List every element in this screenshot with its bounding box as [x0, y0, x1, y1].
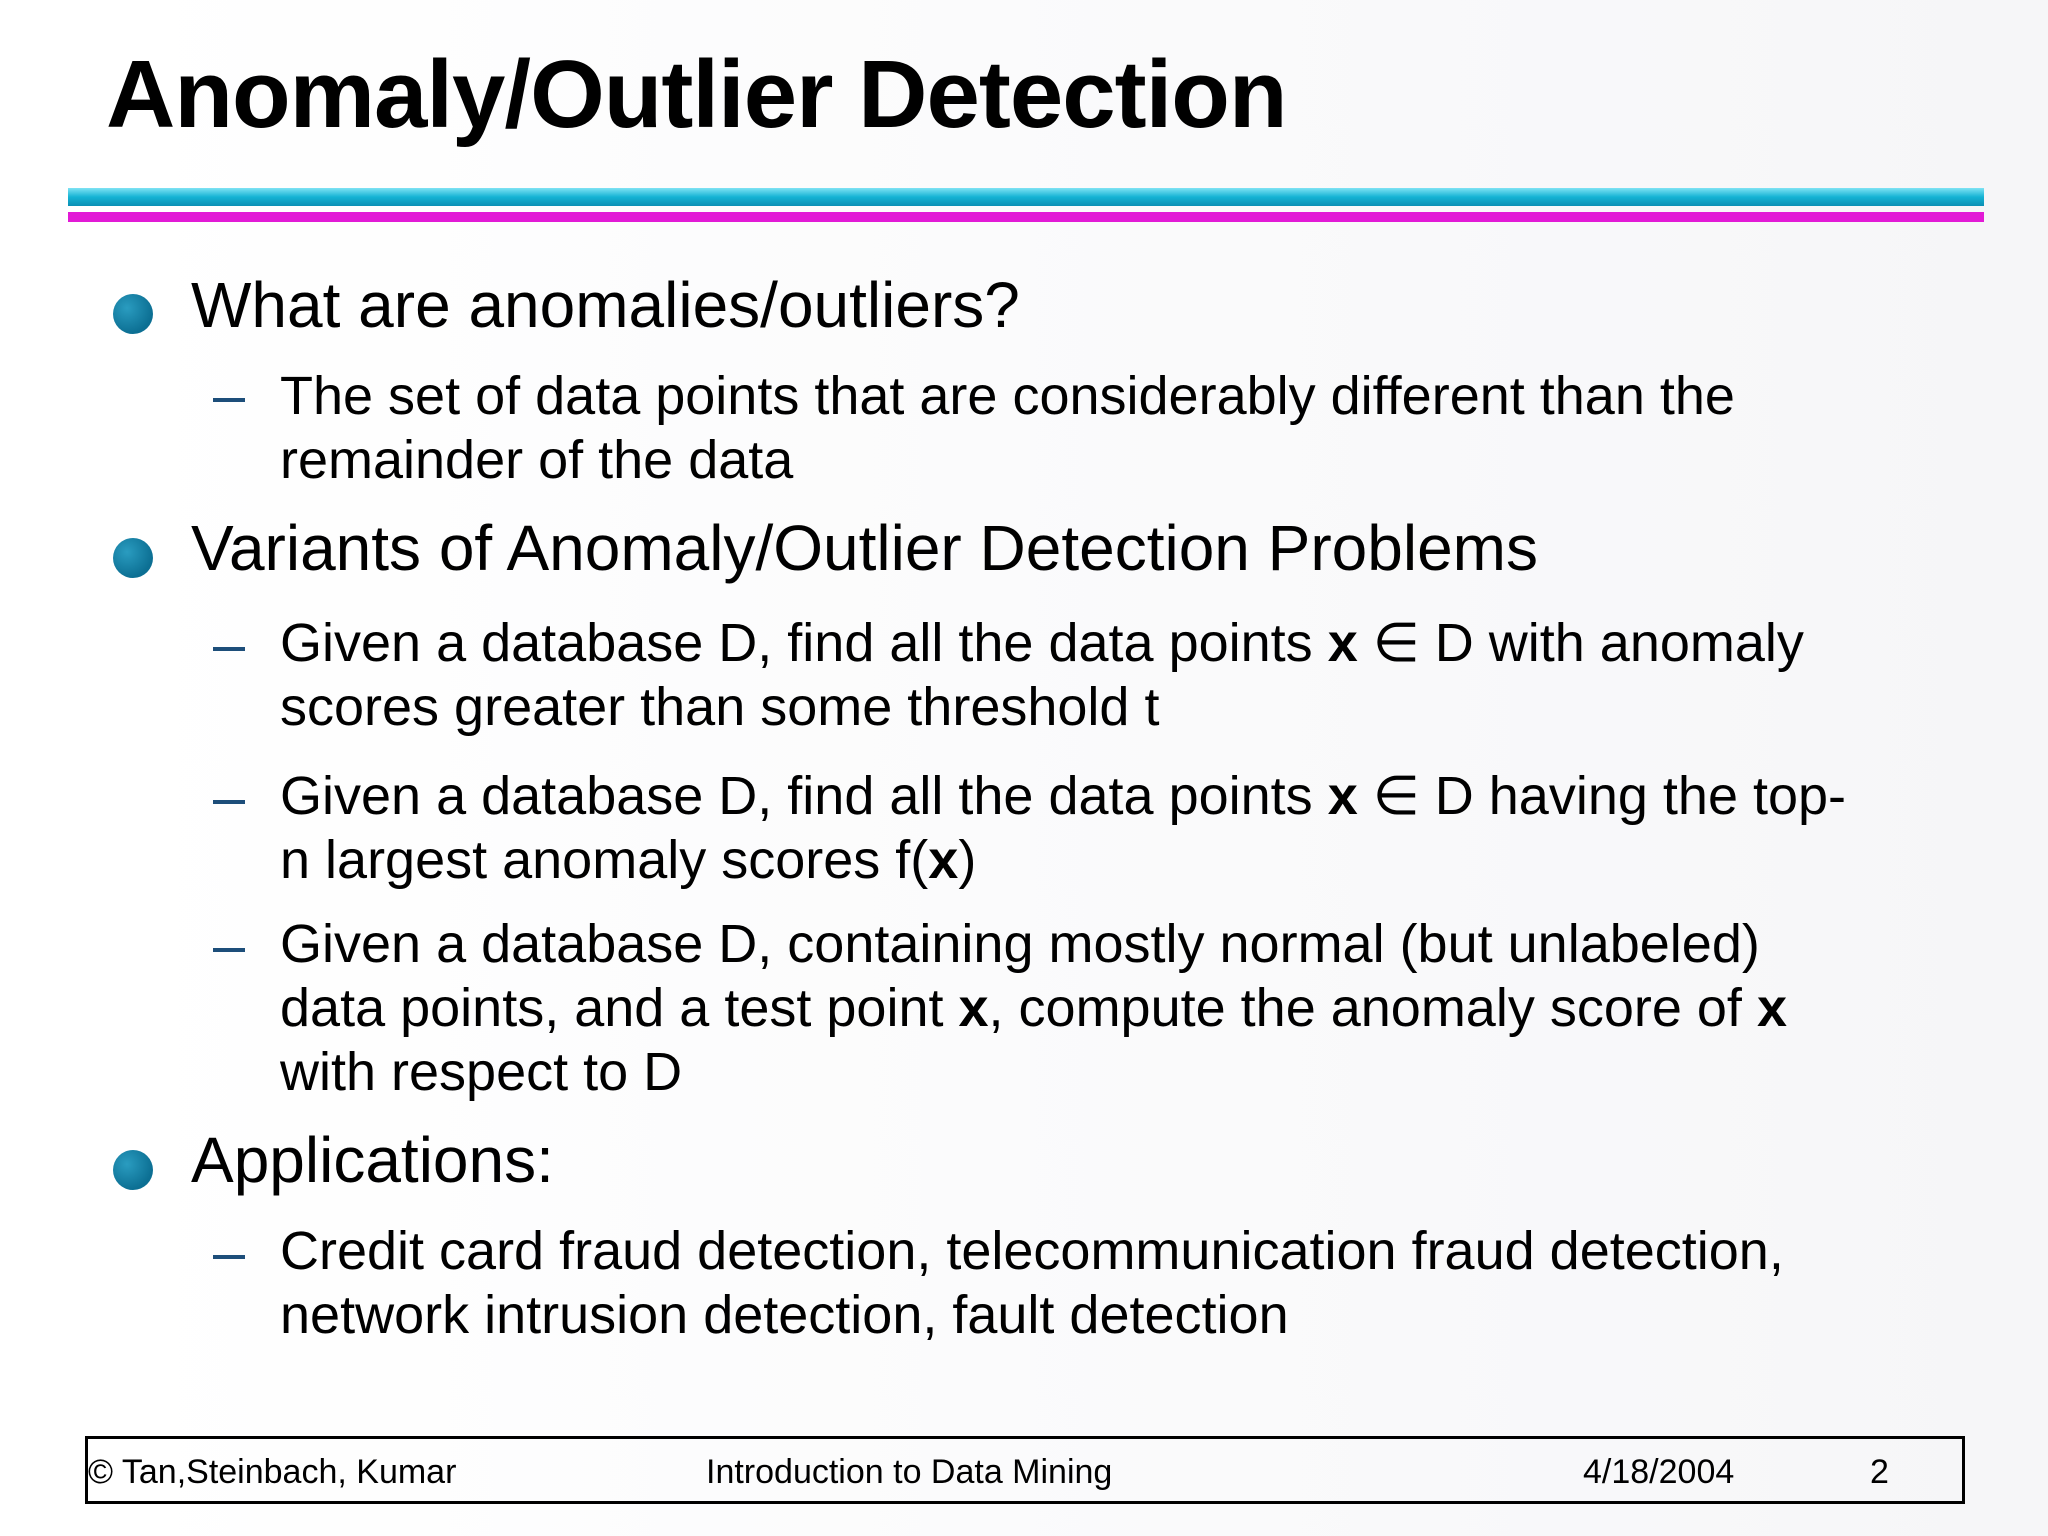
sub-bullet-text: scores greater than some threshold t: [280, 677, 1160, 737]
dash-icon: [213, 1255, 245, 1259]
sub-bullet-text: Given a database D, find all the data points: [280, 766, 1328, 826]
title-underline-cyan: [68, 188, 1984, 206]
sub-bullet: [280, 764, 1846, 892]
sub-bullet-line: Credit card fraud detection, telecommunication fraud detection,: [280, 1221, 1784, 1281]
bullet-text: Applications:: [191, 1124, 554, 1196]
sub-bullet-text: , compute the anomaly score of: [988, 978, 1757, 1038]
dash-icon: [213, 647, 245, 651]
footer-course: Introduction to Data Mining: [706, 1453, 1113, 1491]
footer-date: 4/18/2004: [1583, 1453, 1735, 1491]
dash-icon: [213, 948, 245, 952]
bold-variable: x: [1756, 978, 1787, 1038]
bold-variable: x: [928, 830, 959, 890]
sub-bullet: [280, 364, 1735, 492]
sub-bullet: [280, 1219, 1784, 1347]
sub-bullet-text: Given a database D, find all the data points: [280, 613, 1328, 673]
sub-bullet-line: network intrusion detection, fault detection: [280, 1285, 1289, 1345]
sub-bullet-text: with respect to D: [280, 1042, 683, 1102]
footer-authors: © Tan,Steinbach, Kumar: [88, 1453, 457, 1491]
sub-bullet-line: remainder of the data: [280, 430, 794, 490]
bold-variable: x: [958, 978, 989, 1038]
footer-page-number: 2: [1870, 1453, 1889, 1491]
sub-bullet-text: Given a database D, containing mostly normal (but unlabeled): [280, 914, 1760, 974]
sub-bullet: [280, 611, 1804, 739]
sub-bullet-text: data points, and a test point: [280, 978, 959, 1038]
sub-bullet-text: n largest anomaly scores f(: [280, 830, 929, 890]
bullet-icon: [113, 538, 153, 578]
sub-bullet-line: The set of data points that are considerably different than the: [280, 366, 1735, 426]
sub-bullet: [280, 912, 1787, 1104]
bullet-text: What are anomalies/outliers?: [191, 269, 1020, 341]
bold-variable: x: [1327, 766, 1358, 826]
bullet-text: Variants of Anomaly/Outlier Detection Problems: [191, 512, 1538, 584]
slide-footer: [85, 1436, 1965, 1504]
sub-bullet-text: ): [958, 830, 977, 890]
bullet-icon: [113, 294, 153, 334]
slide-title: Anomaly/Outlier Detection: [106, 41, 1287, 148]
title-underline-magenta: [68, 212, 1984, 222]
bullet-icon: [113, 1150, 153, 1190]
dash-icon: [213, 398, 245, 402]
bold-variable: x: [1327, 613, 1358, 673]
sub-bullet-text: ∈ D having the top-: [1357, 766, 1847, 826]
sub-bullet-text: ∈ D with anomaly: [1357, 613, 1804, 673]
dash-icon: [213, 800, 245, 804]
